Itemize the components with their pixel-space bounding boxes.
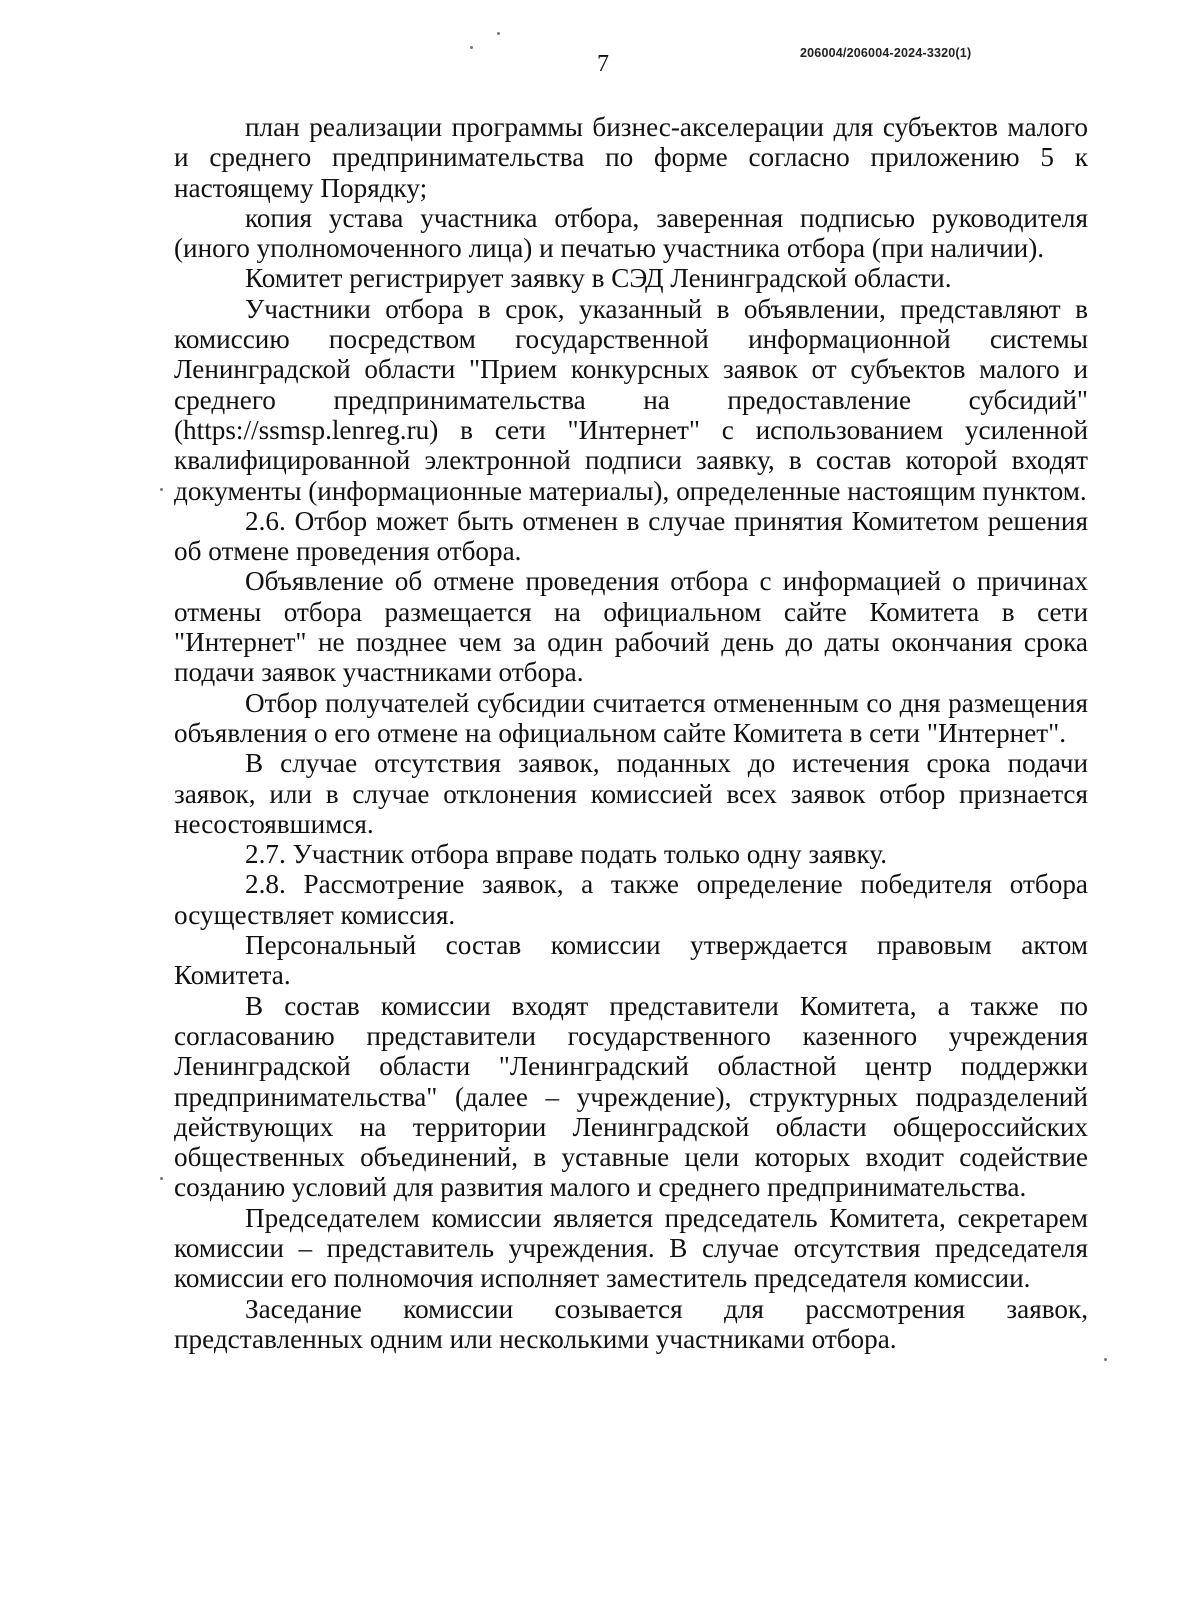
paragraph: Председателем комиссии является председатель Комитета, секретарем комиссии – представитель учреждения. В случае отсутствия председателя комиссии его полномочия исполняет заместитель председателя комиссии. — [174, 1202, 1088, 1294]
scan-speck — [160, 488, 163, 491]
paragraph: 2.8. Рассмотрение заявок, а также определение победителя отбора осуществляет комиссия. — [174, 869, 1088, 930]
scan-speck — [160, 1177, 163, 1180]
paragraph: Комитет регистрирует заявку в СЭД Ленинградской области. — [245, 263, 952, 294]
page-number: 7 — [597, 51, 609, 77]
paragraph: копия устава участника отбора, заверенная подписью руководителя (иного уполномоченного лица) и печатью участника отбора (при наличии). — [174, 202, 1088, 264]
paragraph: Персональный состав комиссии утверждается правовым актом Комитета. — [174, 930, 1088, 991]
document-body — [174, 112, 1088, 1354]
paragraph: Отбор получателей субсидии считается отмененным со дня размещения объявления о его отмене на официальном сайте Комитета в сети "Интернет". — [174, 687, 1088, 748]
paragraph: план реализации программы бизнес-акселерации для субъектов малого и среднего предпринимательства по форме согласно приложению 5 к настоящему Порядку; — [174, 112, 1088, 203]
paragraph: 2.6. Отбор может быть отменен в случае принятия Комитетом решения об отмене проведения отбора. — [174, 505, 1088, 567]
scan-speck — [497, 32, 500, 35]
scan-speck — [470, 46, 473, 49]
paragraph: Заседание комиссии созывается для рассмотрения заявок, представленных одним или несколькими участниками отбора. — [174, 1293, 1088, 1354]
paragraph: Участники отбора в срок, указанный в объявлении, представляют в комиссию посредством государственной информационной системы Ленинградской области "Прием конкурсных заявок от субъектов малого и среднего предпринимательства на предоставление субсидий" (https://ssmsp.lenreg.ru) в сети "Интернет" с использованием усиленной квалифицированной электронной подписи заявку, в состав которой входят документы (информационные материалы), определенные настоящим пунктом. — [174, 293, 1088, 506]
paragraph: В случае отсутствия заявок, поданных до истечения срока подачи заявок, или в случае отклонения комиссией всех заявок отбор признается несостоявшимся. — [174, 748, 1088, 839]
paragraph: Объявление об отмене проведения отбора с информацией о причинах отмены отбора размещается на официальном сайте Комитета в сети "Интернет" не позднее чем за один рабочий день до даты окончания срока подачи заявок участниками отбора. — [174, 566, 1088, 688]
paragraph: В состав комиссии входят представители Комитета, а также по согласованию представители государственного казенного учреждения Ленинградской области "Ленинградский областной центр поддержки предпринимательства" (далее – учреждение), структурных подразделений действующих на территории Ленинградской области общероссийских общественных объединений, в уставные цели которых входит содействие созданию условий для развития малого и среднего предпринимательства. — [174, 990, 1088, 1203]
scan-speck — [1104, 1358, 1107, 1361]
paragraph: 2.7. Участник отбора вправе подать только одну заявку. — [245, 839, 888, 870]
document-id: 206004/206004-2024-3320(1) — [800, 46, 972, 60]
